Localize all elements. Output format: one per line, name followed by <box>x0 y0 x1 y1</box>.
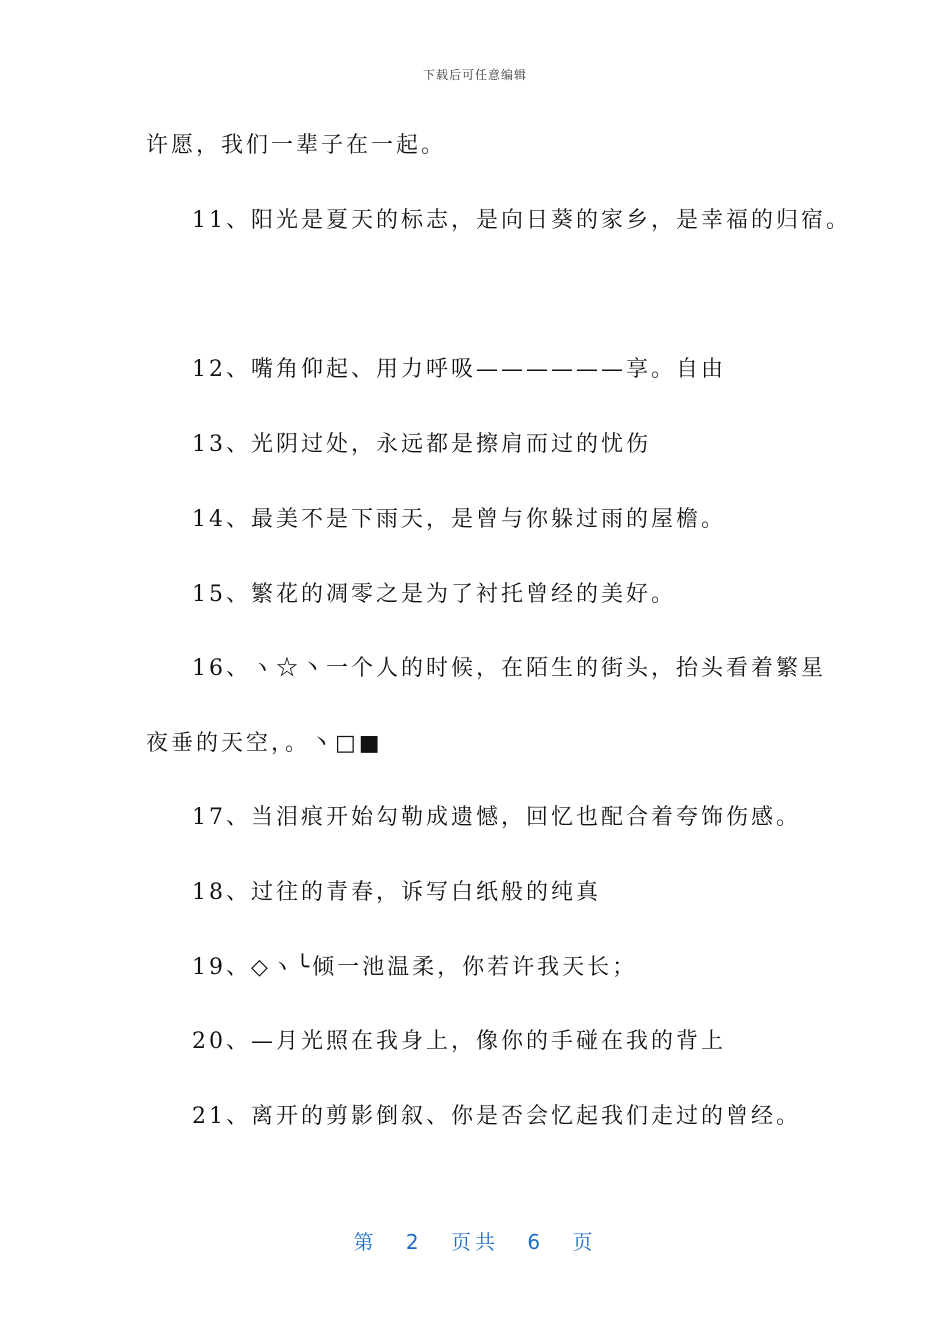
footer-suffix: 页 <box>572 1230 597 1254</box>
footer-total-pages: 6 <box>527 1230 545 1254</box>
text-line-continuation: 许愿，我们一辈子在一起。 <box>146 133 447 158</box>
text-line-16-cont: 夜垂的天空，。丶□■ <box>146 731 383 756</box>
text-line-18: 18、过往的青春，诉写白纸般的纯真 <box>192 880 601 905</box>
text-line-20: 20、—月光照在我身上，像你的手碰在我的背上 <box>192 1029 726 1054</box>
text-line-11: 11、阳光是夏天的标志，是向日葵的家乡，是幸福的归宿。 <box>192 208 851 233</box>
text-line-14: 14、最美不是下雨天，是曾与你躲过雨的屋檐。 <box>192 507 726 532</box>
text-line-17: 17、当泪痕开始勾勒成遗憾，回忆也配合着夸饰伤感。 <box>192 805 801 830</box>
footer-middle: 页共 <box>451 1230 499 1254</box>
text-line-19: 19、◇ヽ╰倾一池温柔，你若许我天长； <box>192 955 638 980</box>
text-line-15: 15、繁花的凋零之是为了衬托曾经的美好。 <box>192 582 676 607</box>
text-line-13: 13、光阴过处，永远都是擦肩而过的忧伤 <box>192 432 651 457</box>
text-line-12: 12、嘴角仰起、用力呼吸——————享。自由 <box>192 357 726 382</box>
page-footer <box>0 1226 950 1255</box>
footer-current-page: 2 <box>405 1230 423 1254</box>
text-line-16: 16、ヽ☆丶一个人的时候，在陌生的街头，抬头看着繁星 <box>192 656 826 681</box>
page-header: 下载后可任意编辑 <box>422 68 527 82</box>
footer-prefix: 第 <box>353 1230 378 1254</box>
text-line-21: 21、离开的剪影倒叙、你是否会忆起我们走过的曾经。 <box>192 1104 801 1129</box>
